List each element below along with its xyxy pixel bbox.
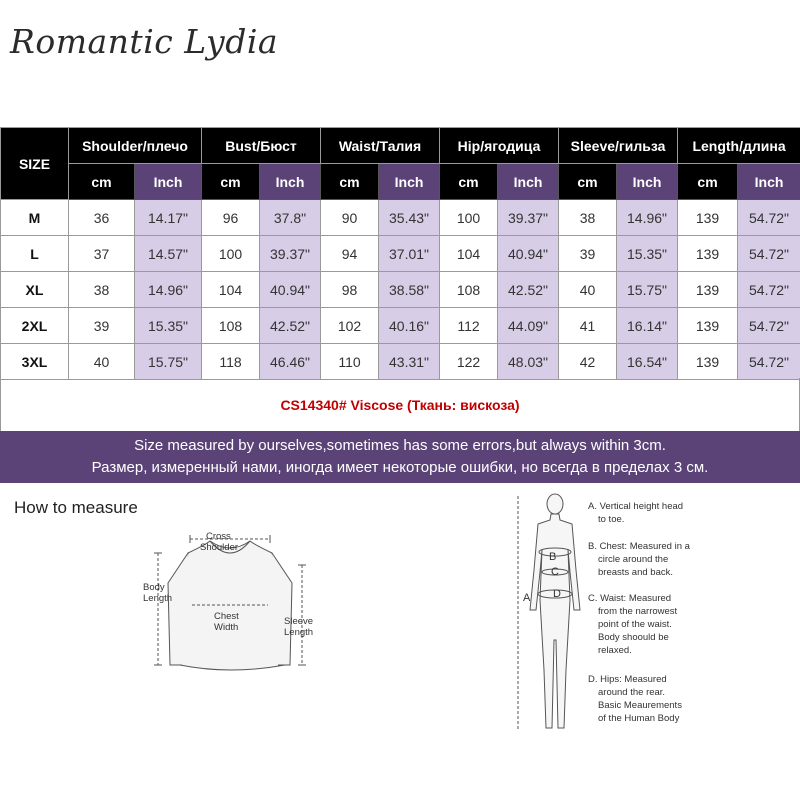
inch-value: 15.75" [617,272,678,308]
unit-inch-header: Inch [135,164,202,200]
measurement-disclaimer [0,431,800,483]
inch-value: 39.37" [498,200,559,236]
inch-value: 54.72" [738,236,800,272]
cm-value: 139 [678,236,738,272]
shoulder-label: Shoulder [200,542,239,553]
inch-value: 15.35" [135,308,202,344]
legend-line: C. Waist: Measured [588,593,672,604]
unit-inch-header: Inch [379,164,440,200]
cm-value: 38 [559,200,617,236]
size-label: 3XL [1,344,69,380]
unit-cm-header: cm [321,164,379,200]
letter-c: C [551,566,559,578]
disclaimer-english: Size measured by ourselves,sometimes has some errors,but always within 3cm. [134,437,666,454]
group-header: Hip/ягодица [440,128,559,164]
inch-value: 14.17" [135,200,202,236]
legend-line: D. Hips: Measured [588,674,667,685]
cm-value: 42 [559,344,617,380]
inch-value: 15.75" [135,344,202,380]
size-row [1,272,800,308]
unit-inch-header: Inch [260,164,321,200]
inch-value: 40.94" [498,236,559,272]
legend-line: around the rear. [598,687,666,698]
cm-value: 98 [321,272,379,308]
size-row [1,308,800,344]
group-header: Waist/Талия [321,128,440,164]
cm-value: 122 [440,344,498,380]
legend-line: relaxed. [598,645,632,656]
body-label: Body [143,582,165,593]
unit-cm-header: cm [440,164,498,200]
group-header: Bust/Бюст [202,128,321,164]
cm-value: 102 [321,308,379,344]
cm-value: 139 [678,272,738,308]
legend-line: from the narrowest [598,606,678,617]
inch-value: 54.72" [738,308,800,344]
cm-value: 96 [202,200,260,236]
size-rows [1,200,800,380]
letter-b: B [549,551,557,563]
inch-value: 43.31" [379,344,440,380]
unit-inch-header: Inch [498,164,559,200]
group-header: Sleeve/гильза [559,128,678,164]
legend-line: Body shoould be [598,632,669,643]
inch-value: 37.8" [260,200,321,236]
legend-a [588,500,683,526]
cm-value: 104 [440,236,498,272]
inch-value: 42.52" [498,272,559,308]
brand-logo: Romantic Lydia [10,22,279,61]
unit-cm-header: cm [69,164,135,200]
inch-value: 54.72" [738,200,800,236]
legend-line: of the Human Body [598,713,680,724]
inch-value: 14.57" [135,236,202,272]
size-row [1,236,800,272]
inch-value: 40.94" [260,272,321,308]
cm-value: 90 [321,200,379,236]
inch-value: 16.14" [617,308,678,344]
chest-label: Chest [214,611,239,622]
cm-value: 39 [559,236,617,272]
cm-value: 100 [440,200,498,236]
legend-line: to toe. [598,514,625,525]
cm-value: 104 [202,272,260,308]
size-label: XL [1,272,69,308]
unit-cm-header: cm [202,164,260,200]
cm-value: 139 [678,200,738,236]
legend-line: breasts and back. [598,567,673,578]
cm-value: 94 [321,236,379,272]
inch-value: 54.72" [738,344,800,380]
legend-line: point of the waist. [598,619,672,630]
cm-value: 100 [202,236,260,272]
legend-line: Basic Meaurements [598,700,682,711]
unit-cm-header: cm [559,164,617,200]
inch-value: 40.16" [379,308,440,344]
inch-value: 54.72" [738,272,800,308]
inch-value: 15.35" [617,236,678,272]
cm-value: 110 [321,344,379,380]
inch-value: 14.96" [617,200,678,236]
group-header: Shoulder/плечо [69,128,202,164]
disclaimer-russian: Размер, измеренный нами, иногда имеет некоторые ошибки, но всегда в пределах 3 см. [91,459,709,476]
inch-value: 46.46" [260,344,321,380]
legend-line: circle around the [598,554,669,565]
fabric-note: CS14340# Viscose (Ткань: вискоза) [280,396,520,413]
human-body-diagram [510,490,600,740]
inch-value: 14.96" [135,272,202,308]
cm-value: 118 [202,344,260,380]
inch-value: 38.58" [379,272,440,308]
size-column-header: SIZE [1,128,69,200]
group-header: Length/длина [678,128,800,164]
cm-value: 139 [678,308,738,344]
unit-inch-header: Inch [738,164,800,200]
unit-cm-header: cm [678,164,738,200]
fabric-note-box [0,378,800,431]
inch-value: 37.01" [379,236,440,272]
cm-value: 41 [559,308,617,344]
unit-inch-header: Inch [617,164,678,200]
cm-value: 40 [559,272,617,308]
legend-line: B. Chest: Measured in a [588,541,690,552]
inch-value: 42.52" [260,308,321,344]
cm-value: 39 [69,308,135,344]
size-row [1,200,800,236]
cm-value: 139 [678,344,738,380]
cm-value: 38 [69,272,135,308]
inch-value: 35.43" [379,200,440,236]
cm-value: 40 [69,344,135,380]
inch-value: 39.37" [260,236,321,272]
size-chart-table [0,127,800,380]
how-to-measure-title: How to measure [14,498,138,517]
inch-value: 16.54" [617,344,678,380]
size-row [1,344,800,380]
size-label: L [1,236,69,272]
width-label: Width [214,622,239,633]
cm-value: 108 [440,272,498,308]
body-length-label: Length [143,593,173,604]
legend-d [588,673,682,725]
legend-b [588,540,690,579]
letter-a: A [523,592,531,604]
inch-value: 44.09" [498,308,559,344]
sleeve-length-label: Length [284,627,314,638]
sleeve-label: Sleeve [284,616,314,627]
legend-c [588,592,677,657]
cm-value: 112 [440,308,498,344]
cm-value: 108 [202,308,260,344]
size-label: 2XL [1,308,69,344]
cm-value: 37 [69,236,135,272]
inch-value: 48.03" [498,344,559,380]
cross-label: Cross [206,531,231,542]
cm-value: 36 [69,200,135,236]
letter-d: D [553,588,561,600]
size-label: M [1,200,69,236]
legend-line: A. Vertical height head [588,501,684,512]
